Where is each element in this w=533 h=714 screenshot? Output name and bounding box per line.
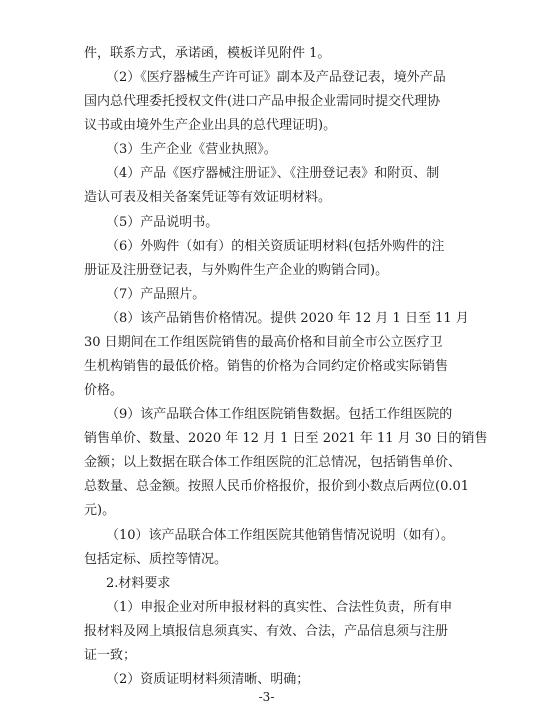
text-line: 销售单价、数量、2020 年 12 月 1 日至 2021 年 11 月 30 日的销售 bbox=[84, 431, 488, 446]
text-line: 金额；以上数据在联合体工作组医院的汇总情况，包括销售单价、 bbox=[84, 455, 462, 470]
text-line: （4）产品《医疗器械注册证》、《注册登记表》和附页、制 bbox=[106, 166, 440, 181]
text-line: （8）该产品销售价格情况。提供 2020 年 12 月 1 日至 11 月 bbox=[106, 311, 469, 326]
text-line: 总数量、总金额。按照人民币价格报价，报价到小数点后两位(0.01 bbox=[84, 479, 470, 494]
section-heading: 2.材料要求 bbox=[106, 576, 171, 591]
text-line: 国内总代理委托授权文件(进口产品申报企业需同时提交代理协 bbox=[84, 94, 441, 109]
text-line: （5）产品说明书。 bbox=[106, 215, 219, 230]
text-line: 证一致； bbox=[84, 648, 137, 663]
text-line: 议书或由境外生产企业出具的总代理证明)。 bbox=[84, 118, 337, 133]
text-line: 造认可表及相关备案凭证等有效证明材料。 bbox=[84, 190, 332, 205]
text-line: 30 日期间在工作组医院销售的最高价格和目前全市公立医疗卫 bbox=[84, 335, 443, 350]
text-line: 生机构销售的最低价格。销售的价格为合同约定价格或实际销售 bbox=[84, 359, 449, 374]
text-line: （1）申报企业对所申报材料的真实性、合法性负责，所有申 bbox=[106, 600, 453, 615]
text-line: （2）《医疗器械生产许可证》副本及产品登记表，境外产品 bbox=[106, 70, 446, 85]
text-line: （10）该产品联合体工作组医院其他销售情况说明（如有）。 bbox=[106, 528, 455, 543]
page-number: -3- bbox=[258, 690, 275, 704]
text-line: （9）该产品联合体工作组医院销售数据。包括工作组医院的 bbox=[106, 407, 453, 422]
text-line: 元)。 bbox=[84, 503, 116, 518]
text-line: 报材料及网上填报信息须真实、有效、合法，产品信息须与注册 bbox=[84, 624, 449, 639]
text-line: （7）产品照片。 bbox=[106, 287, 206, 302]
text-line: 包括定标、质控等情况。 bbox=[84, 552, 228, 567]
text-line: 价格。 bbox=[84, 383, 124, 398]
text-line: 册证及注册登记表，与外购件生产企业的购销合同)。 bbox=[84, 263, 389, 278]
text-line: （2）资质证明材料须清晰、明确； bbox=[106, 672, 310, 687]
text-line: 件，联系方式，承诺函，模板详见附件 1。 bbox=[84, 46, 331, 61]
text-line: （6）外购件（如有）的相关资质证明材料(包括外购件的注 bbox=[106, 239, 445, 254]
text-line: （3）生产企业《营业执照》。 bbox=[106, 142, 277, 157]
